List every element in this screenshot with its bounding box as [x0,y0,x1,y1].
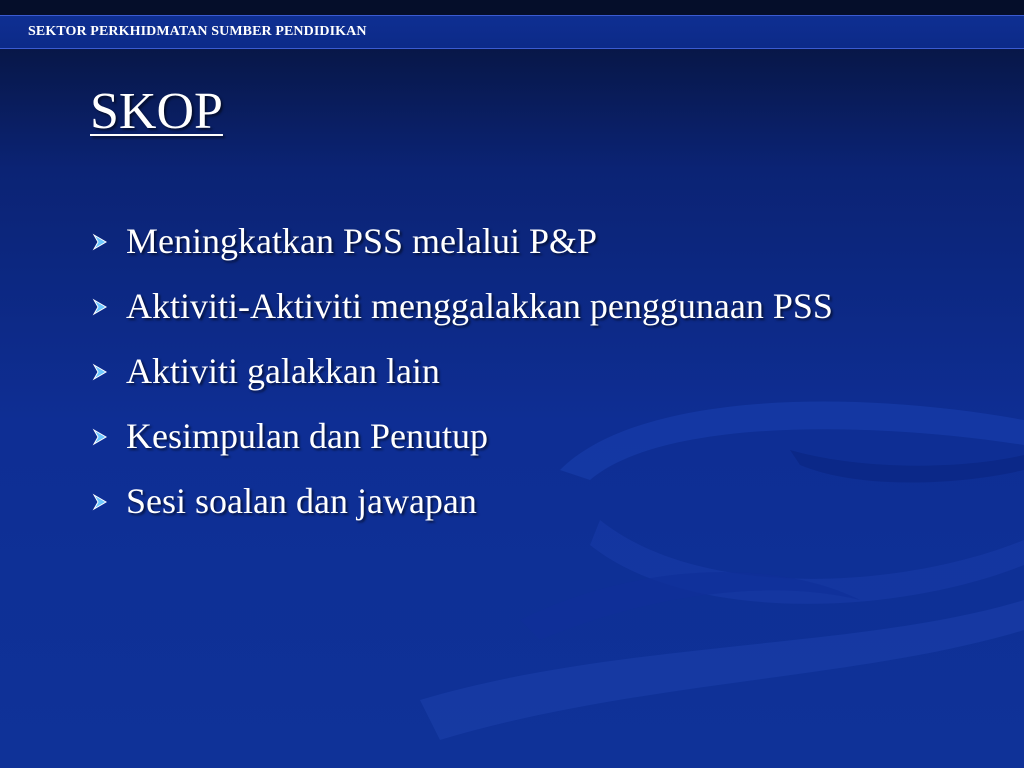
bullet-item [90,345,920,397]
bullet-text: Aktiviti galakkan lain [126,351,440,391]
header-bar [0,15,1024,49]
arrowhead-bullet-icon [90,232,110,252]
arrowhead-bullet-icon [90,362,110,382]
slide-title: SKOP [90,83,223,140]
bullet-text: Aktiviti-Aktiviti menggalakkan penggunaan PSS [126,286,833,326]
top-band [0,0,1024,15]
arrowhead-bullet-icon [90,427,110,447]
bullet-item [90,215,920,267]
bullet-item [90,280,920,332]
bullet-list [90,215,920,540]
arrowhead-bullet-icon [90,297,110,317]
bullet-item [90,475,920,527]
bullet-text: Sesi soalan dan jawapan [126,481,477,521]
bullet-text: Kesimpulan dan Penutup [126,416,488,456]
header-label: SEKTOR PERKHIDMATAN SUMBER PENDIDIKAN [28,24,367,39]
bullet-text: Meningkatkan PSS melalui P&P [126,221,598,261]
arrowhead-bullet-icon [90,492,110,512]
bullet-item [90,410,920,462]
